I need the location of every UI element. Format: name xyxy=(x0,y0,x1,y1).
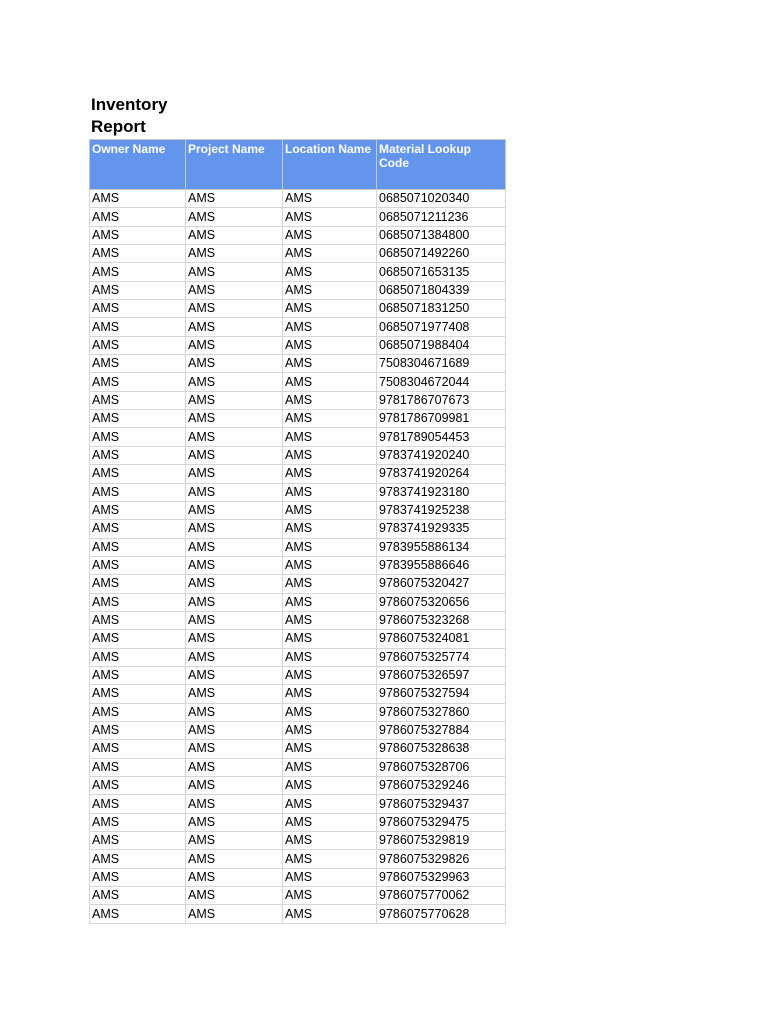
inventory-table xyxy=(89,139,506,924)
owner-name-cell: AMS xyxy=(90,190,186,208)
material-lookup-code-cell: 9781789054453 xyxy=(377,428,506,446)
owner-name-cell: AMS xyxy=(90,721,186,739)
material-lookup-code-cell: 0685071804339 xyxy=(377,281,506,299)
owner-name-cell: AMS xyxy=(90,630,186,648)
owner-name-cell: AMS xyxy=(90,813,186,831)
owner-name-cell: AMS xyxy=(90,648,186,666)
table-row xyxy=(90,813,506,831)
material-lookup-code-cell: 9783955886646 xyxy=(377,556,506,574)
owner-name-cell: AMS xyxy=(90,355,186,373)
project-name-cell: AMS xyxy=(186,813,283,831)
project-name-cell: AMS xyxy=(186,575,283,593)
table-row xyxy=(90,190,506,208)
location-name-cell: AMS xyxy=(283,666,377,684)
table-row xyxy=(90,226,506,244)
table-row xyxy=(90,245,506,263)
location-name-cell: AMS xyxy=(283,556,377,574)
location-name-cell: AMS xyxy=(283,685,377,703)
project-name-cell: AMS xyxy=(186,373,283,391)
project-name-cell: AMS xyxy=(186,685,283,703)
location-name-cell: AMS xyxy=(283,446,377,464)
project-name-cell: AMS xyxy=(186,501,283,519)
owner-name-cell: AMS xyxy=(90,245,186,263)
location-name-cell: AMS xyxy=(283,795,377,813)
location-name-cell: AMS xyxy=(283,593,377,611)
material-lookup-code-cell: 9786075325774 xyxy=(377,648,506,666)
material-lookup-code-cell: 9783741925238 xyxy=(377,501,506,519)
material-lookup-code-cell: 0685071384800 xyxy=(377,226,506,244)
project-name-cell: AMS xyxy=(186,318,283,336)
project-name-cell: AMS xyxy=(186,190,283,208)
table-row xyxy=(90,373,506,391)
owner-name-cell: AMS xyxy=(90,501,186,519)
owner-name-cell: AMS xyxy=(90,850,186,868)
owner-name-cell: AMS xyxy=(90,318,186,336)
material-lookup-code-cell: 7508304672044 xyxy=(377,373,506,391)
location-name-cell: AMS xyxy=(283,777,377,795)
owner-name-cell: AMS xyxy=(90,740,186,758)
project-name-cell: AMS xyxy=(186,538,283,556)
location-name-cell: AMS xyxy=(283,355,377,373)
location-name-cell: AMS xyxy=(283,905,377,923)
location-name-cell: AMS xyxy=(283,501,377,519)
owner-name-cell: AMS xyxy=(90,410,186,428)
project-name-cell: AMS xyxy=(186,777,283,795)
table-row xyxy=(90,832,506,850)
table-row xyxy=(90,887,506,905)
table-row xyxy=(90,593,506,611)
location-name-cell: AMS xyxy=(283,832,377,850)
owner-name-cell: AMS xyxy=(90,575,186,593)
owner-name-cell: AMS xyxy=(90,795,186,813)
table-row xyxy=(90,483,506,501)
table-row xyxy=(90,336,506,354)
project-name-cell: AMS xyxy=(186,428,283,446)
table-row xyxy=(90,446,506,464)
location-name-cell: AMS xyxy=(283,850,377,868)
table-row xyxy=(90,703,506,721)
owner-name-cell: AMS xyxy=(90,336,186,354)
material-lookup-code-cell: 9781786709981 xyxy=(377,410,506,428)
owner-name-cell: AMS xyxy=(90,300,186,318)
material-lookup-code-cell: 9786075320656 xyxy=(377,593,506,611)
owner-name-cell: AMS xyxy=(90,905,186,923)
owner-name-cell: AMS xyxy=(90,611,186,629)
material-lookup-code-cell: 9786075327884 xyxy=(377,721,506,739)
owner-name-cell: AMS xyxy=(90,685,186,703)
project-name-cell: AMS xyxy=(186,611,283,629)
project-name-cell: AMS xyxy=(186,410,283,428)
table-row xyxy=(90,208,506,226)
project-name-cell: AMS xyxy=(186,850,283,868)
page-title-container xyxy=(91,94,291,136)
table-row xyxy=(90,556,506,574)
location-name-cell: AMS xyxy=(283,813,377,831)
owner-name-cell: AMS xyxy=(90,428,186,446)
location-name-cell: AMS xyxy=(283,391,377,409)
table-row xyxy=(90,391,506,409)
owner-name-cell: AMS xyxy=(90,263,186,281)
table-row xyxy=(90,777,506,795)
table-row xyxy=(90,740,506,758)
project-name-cell: AMS xyxy=(186,905,283,923)
material-lookup-code-cell: 0685071492260 xyxy=(377,245,506,263)
location-name-cell: AMS xyxy=(283,721,377,739)
material-lookup-code-cell: 9786075327860 xyxy=(377,703,506,721)
location-name-cell: AMS xyxy=(283,428,377,446)
project-name-cell: AMS xyxy=(186,868,283,886)
location-name-cell: AMS xyxy=(283,281,377,299)
location-name-cell: AMS xyxy=(283,263,377,281)
material-lookup-code-cell: 9786075329819 xyxy=(377,832,506,850)
owner-name-cell: AMS xyxy=(90,281,186,299)
table-row xyxy=(90,318,506,336)
owner-name-cell: AMS xyxy=(90,593,186,611)
project-name-cell: AMS xyxy=(186,336,283,354)
project-name-cell: AMS xyxy=(186,391,283,409)
table-row xyxy=(90,410,506,428)
location-name-cell: AMS xyxy=(283,758,377,776)
table-row xyxy=(90,281,506,299)
project-name-cell: AMS xyxy=(186,263,283,281)
table-row xyxy=(90,630,506,648)
project-name-cell: AMS xyxy=(186,758,283,776)
table-row xyxy=(90,685,506,703)
table-row xyxy=(90,905,506,923)
material-lookup-code-cell: 9786075326597 xyxy=(377,666,506,684)
table-row xyxy=(90,538,506,556)
location-name-cell: AMS xyxy=(283,611,377,629)
location-name-cell: AMS xyxy=(283,703,377,721)
table-row xyxy=(90,300,506,318)
owner-name-cell: AMS xyxy=(90,446,186,464)
location-name-cell: AMS xyxy=(283,538,377,556)
table-row xyxy=(90,575,506,593)
owner-name-cell: AMS xyxy=(90,391,186,409)
owner-name-cell: AMS xyxy=(90,556,186,574)
material-lookup-code-cell: 9786075329475 xyxy=(377,813,506,831)
location-name-cell: AMS xyxy=(283,190,377,208)
owner-name-cell: AMS xyxy=(90,777,186,795)
material-lookup-code-cell: 9783955886134 xyxy=(377,538,506,556)
project-name-cell: AMS xyxy=(186,648,283,666)
table-row xyxy=(90,355,506,373)
project-name-cell: AMS xyxy=(186,483,283,501)
header-project-name: Project Name xyxy=(186,140,283,190)
owner-name-cell: AMS xyxy=(90,666,186,684)
table-row xyxy=(90,666,506,684)
material-lookup-code-cell: 9786075329437 xyxy=(377,795,506,813)
owner-name-cell: AMS xyxy=(90,465,186,483)
table-row xyxy=(90,428,506,446)
table-row xyxy=(90,850,506,868)
material-lookup-code-cell: 9786075329826 xyxy=(377,850,506,868)
location-name-cell: AMS xyxy=(283,318,377,336)
project-name-cell: AMS xyxy=(186,666,283,684)
location-name-cell: AMS xyxy=(283,887,377,905)
location-name-cell: AMS xyxy=(283,520,377,538)
project-name-cell: AMS xyxy=(186,593,283,611)
project-name-cell: AMS xyxy=(186,281,283,299)
material-lookup-code-cell: 9783741923180 xyxy=(377,483,506,501)
owner-name-cell: AMS xyxy=(90,887,186,905)
material-lookup-code-cell: 9786075770628 xyxy=(377,905,506,923)
table-row xyxy=(90,721,506,739)
location-name-cell: AMS xyxy=(283,630,377,648)
project-name-cell: AMS xyxy=(186,556,283,574)
location-name-cell: AMS xyxy=(283,245,377,263)
project-name-cell: AMS xyxy=(186,795,283,813)
material-lookup-code-cell: 0685071831250 xyxy=(377,300,506,318)
material-lookup-code-cell: 0685071211236 xyxy=(377,208,506,226)
project-name-cell: AMS xyxy=(186,832,283,850)
table-header-row xyxy=(90,140,506,190)
table-row xyxy=(90,758,506,776)
project-name-cell: AMS xyxy=(186,300,283,318)
location-name-cell: AMS xyxy=(283,336,377,354)
project-name-cell: AMS xyxy=(186,740,283,758)
material-lookup-code-cell: 9786075323268 xyxy=(377,611,506,629)
material-lookup-code-cell: 9786075324081 xyxy=(377,630,506,648)
material-lookup-code-cell: 0685071653135 xyxy=(377,263,506,281)
location-name-cell: AMS xyxy=(283,575,377,593)
material-lookup-code-cell: 0685071020340 xyxy=(377,190,506,208)
material-lookup-code-cell: 9786075327594 xyxy=(377,685,506,703)
project-name-cell: AMS xyxy=(186,465,283,483)
table-row xyxy=(90,611,506,629)
material-lookup-code-cell: 9786075328638 xyxy=(377,740,506,758)
material-lookup-code-cell: 0685071988404 xyxy=(377,336,506,354)
owner-name-cell: AMS xyxy=(90,758,186,776)
project-name-cell: AMS xyxy=(186,721,283,739)
location-name-cell: AMS xyxy=(283,300,377,318)
project-name-cell: AMS xyxy=(186,226,283,244)
page-title: Inventory Report xyxy=(91,95,168,136)
header-material-lookup-code: Material Lookup Code xyxy=(377,140,506,190)
location-name-cell: AMS xyxy=(283,483,377,501)
table-row xyxy=(90,263,506,281)
table-row xyxy=(90,648,506,666)
owner-name-cell: AMS xyxy=(90,868,186,886)
header-location-name: Location Name xyxy=(283,140,377,190)
table-row xyxy=(90,868,506,886)
location-name-cell: AMS xyxy=(283,868,377,886)
project-name-cell: AMS xyxy=(186,520,283,538)
project-name-cell: AMS xyxy=(186,446,283,464)
material-lookup-code-cell: 9783741920240 xyxy=(377,446,506,464)
project-name-cell: AMS xyxy=(186,355,283,373)
project-name-cell: AMS xyxy=(186,245,283,263)
project-name-cell: AMS xyxy=(186,887,283,905)
material-lookup-code-cell: 0685071977408 xyxy=(377,318,506,336)
location-name-cell: AMS xyxy=(283,648,377,666)
owner-name-cell: AMS xyxy=(90,832,186,850)
material-lookup-code-cell: 7508304671689 xyxy=(377,355,506,373)
table-row xyxy=(90,795,506,813)
table-row xyxy=(90,501,506,519)
owner-name-cell: AMS xyxy=(90,226,186,244)
owner-name-cell: AMS xyxy=(90,208,186,226)
owner-name-cell: AMS xyxy=(90,520,186,538)
material-lookup-code-cell: 9781786707673 xyxy=(377,391,506,409)
header-owner-name: Owner Name xyxy=(90,140,186,190)
material-lookup-code-cell: 9786075770062 xyxy=(377,887,506,905)
material-lookup-code-cell: 9786075329963 xyxy=(377,868,506,886)
owner-name-cell: AMS xyxy=(90,703,186,721)
location-name-cell: AMS xyxy=(283,226,377,244)
location-name-cell: AMS xyxy=(283,465,377,483)
location-name-cell: AMS xyxy=(283,410,377,428)
table-row xyxy=(90,520,506,538)
location-name-cell: AMS xyxy=(283,208,377,226)
project-name-cell: AMS xyxy=(186,630,283,648)
owner-name-cell: AMS xyxy=(90,483,186,501)
table-body xyxy=(90,190,506,924)
material-lookup-code-cell: 9786075320427 xyxy=(377,575,506,593)
material-lookup-code-cell: 9786075329246 xyxy=(377,777,506,795)
owner-name-cell: AMS xyxy=(90,373,186,391)
location-name-cell: AMS xyxy=(283,740,377,758)
table-row xyxy=(90,465,506,483)
owner-name-cell: AMS xyxy=(90,538,186,556)
material-lookup-code-cell: 9783741920264 xyxy=(377,465,506,483)
project-name-cell: AMS xyxy=(186,703,283,721)
material-lookup-code-cell: 9783741929335 xyxy=(377,520,506,538)
location-name-cell: AMS xyxy=(283,373,377,391)
project-name-cell: AMS xyxy=(186,208,283,226)
material-lookup-code-cell: 9786075328706 xyxy=(377,758,506,776)
